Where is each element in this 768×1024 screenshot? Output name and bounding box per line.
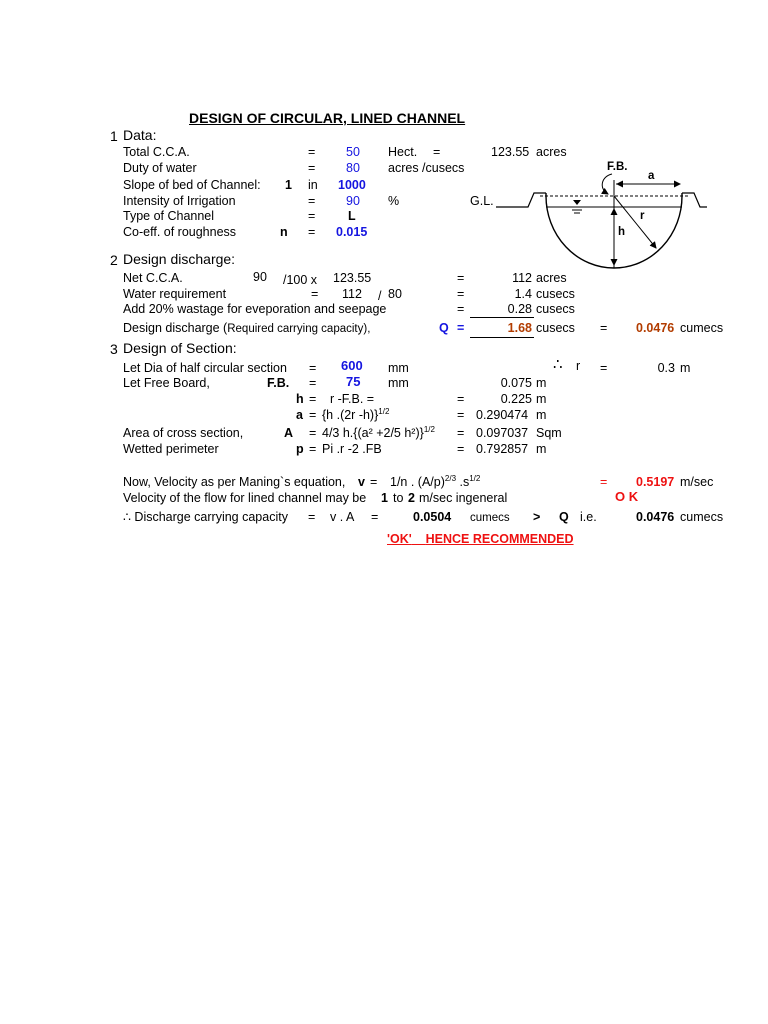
free-board-meters: 0.075 (500, 376, 532, 390)
section-3-heading: Design of Section: (123, 340, 237, 356)
radius-unit: m (680, 361, 691, 375)
h-symbol: h (296, 392, 304, 406)
channel-type-value: L (348, 209, 356, 223)
capacity-label: ∴ Discharge carrying capacity (123, 510, 288, 524)
radius-symbol: r (576, 359, 581, 373)
roughness-label: Co-eff. of roughness (123, 225, 237, 239)
cca-label: Total C.C.A. (123, 145, 190, 159)
velocity-label: Now, Velocity as per Maning`s equation, (123, 475, 346, 489)
design-discharge-equals-2: = (600, 321, 608, 335)
capacity-equals-2: = (371, 510, 379, 524)
page-title: DESIGN OF CIRCULAR, LINED CHANNEL (189, 110, 466, 126)
slope-label: Slope of bed of Channel: (123, 178, 261, 192)
capacity-greater-than: > (533, 510, 541, 524)
cca-value: 50 (346, 145, 360, 159)
diameter-equals: = (309, 361, 317, 375)
velocity-range-high: 2 (408, 491, 415, 505)
water-req-duty: 80 (388, 287, 402, 301)
design-discharge-cumecs: 0.0476 (636, 321, 675, 335)
wastage-equals: = (457, 302, 465, 316)
duty-equals: = (308, 161, 316, 175)
design-discharge-symbol: Q (439, 321, 449, 335)
area-value: 0.097037 (476, 426, 529, 440)
design-discharge-cumecs-unit: cumecs (680, 321, 724, 335)
velocity-range-tail: m/sec ingeneral (419, 491, 508, 505)
radius-value: 0.3 (657, 361, 675, 375)
diagram-a-label: a (648, 170, 655, 182)
slope-value: 1000 (338, 178, 366, 192)
capacity-unit: cumecs (470, 512, 510, 524)
a-formula: {h .(2r -h)}$^{1/2}$ (322, 406, 390, 422)
section-3-number: 3 (110, 341, 118, 357)
roughness-symbol: n (280, 225, 288, 239)
section-2-number: 2 (110, 252, 118, 268)
diameter-value: 600 (341, 358, 363, 373)
diagram-r-label: r (640, 210, 645, 222)
diameter-unit: mm (388, 361, 409, 375)
velocity-formula: 1/n . $(A/p)^{2/3}$ $.s^{1/2}$ (390, 473, 481, 489)
velocity-range-to: to (393, 491, 404, 505)
a-equals: = (309, 408, 317, 422)
irrigation-label: Intensity of Irrigation (123, 194, 236, 208)
free-board-meters-unit: m (536, 376, 547, 390)
roughness-value: 0.015 (336, 225, 368, 239)
area-label: Area of cross section, (123, 426, 244, 440)
diagram-fb-label: F.B. (607, 161, 628, 173)
area-formula: 4/3 h.{(a² +2/5 h²)}$^{1/2}$ (322, 424, 435, 440)
design-discharge-label: Design discharge (Required carrying capacity), (123, 321, 371, 335)
cca-acres-value: 123.55 (491, 145, 530, 159)
cca-acres-unit: acres (536, 145, 567, 159)
net-cca-acres: 123.55 (333, 271, 372, 285)
net-cca-label: Net C.C.A. (123, 271, 183, 285)
net-cca-percent: 90 (253, 270, 267, 284)
free-board-equals: = (309, 376, 317, 390)
h-formula: r -F.B. = (330, 392, 375, 406)
wastage-label: Add 20% wastage for eveporation and seepage (123, 302, 387, 316)
diagram-gl-label: G.L. (470, 194, 494, 208)
wetted-perimeter-equals-2: = (457, 442, 465, 456)
duty-unit: acres /cusecs (388, 161, 465, 175)
free-board-value: 75 (346, 374, 361, 389)
wastage-unit: cusecs (536, 302, 575, 316)
free-board-symbol: F.B. (267, 376, 290, 390)
channel-cross-section-diagram (460, 155, 715, 275)
a-value: 0.290474 (476, 408, 529, 422)
section-2-heading: Design discharge: (123, 251, 236, 267)
slope-in: in (308, 178, 318, 192)
wetted-perimeter-formula: Pi .r -2 .FB (322, 442, 382, 456)
a-symbol: a (296, 408, 303, 422)
cca-equals-2: = (433, 145, 441, 159)
duty-value: 80 (346, 161, 360, 175)
slope-one: 1 (285, 178, 292, 192)
velocity-range-label: Velocity of the flow for lined channel may be (123, 491, 367, 505)
irrigation-equals: = (308, 194, 316, 208)
area-equals-2: = (457, 426, 465, 440)
capacity-formula: v . A (330, 510, 355, 524)
duty-label: Duty of water (123, 161, 197, 175)
section-1-heading: Data: (123, 127, 157, 143)
water-req-result: 1.4 (514, 287, 532, 301)
velocity-symbol: v (358, 475, 365, 489)
free-board-unit: mm (388, 376, 409, 390)
h-equals-2: = (457, 392, 465, 406)
sum-line (470, 317, 534, 318)
h-unit: m (536, 392, 547, 406)
velocity-equals-2: = (600, 475, 608, 489)
cca-equals: = (308, 145, 316, 159)
roughness-equals: = (308, 225, 316, 239)
design-discharge-equals: = (457, 321, 465, 335)
net-cca-equals: = (457, 271, 465, 285)
area-symbol: A (284, 426, 294, 440)
net-cca-divider: /100 x (283, 273, 318, 287)
capacity-value: 0.0504 (413, 510, 452, 524)
velocity-value: 0.5197 (636, 475, 675, 489)
capacity-equals: = (308, 510, 316, 524)
wetted-perimeter-unit: m (536, 442, 547, 456)
net-cca-unit: acres (536, 271, 567, 285)
conclusion-text: 'OK' HENCE RECOMMENDED (387, 532, 574, 546)
capacity-q-symbol: Q (559, 510, 569, 524)
water-req-label: Water requirement (123, 287, 227, 301)
radius-equals: = (600, 361, 608, 375)
capacity-q-unit: cumecs (680, 510, 724, 524)
velocity-range-low: 1 (381, 491, 388, 505)
wastage-result: 0.28 (507, 302, 532, 316)
water-req-equals-2: = (457, 287, 465, 301)
net-cca-result: 112 (512, 271, 532, 285)
water-req-cca: 112 (342, 287, 362, 301)
a-equals-2: = (457, 408, 465, 422)
design-discharge-unit: cusecs (536, 321, 575, 335)
irrigation-value: 90 (346, 194, 360, 208)
diagram-h-label: h (618, 226, 626, 238)
irrigation-unit: % (388, 194, 400, 208)
total-line (470, 337, 534, 338)
section-1-number: 1 (110, 128, 118, 144)
therefore-symbol: ∴ (553, 356, 563, 373)
cca-unit: Hect. (388, 145, 418, 159)
area-unit: Sqm (536, 426, 562, 440)
h-equals: = (309, 392, 317, 406)
free-board-label: Let Free Board, (123, 376, 210, 390)
design-discharge-result: 1.68 (507, 321, 532, 335)
capacity-q-value: 0.0476 (636, 510, 675, 524)
velocity-ok-badge: O K (615, 489, 639, 504)
water-req-equals: = (311, 287, 319, 301)
water-req-unit: cusecs (536, 287, 575, 301)
wetted-perimeter-equals: = (309, 442, 317, 456)
diameter-label: Let Dia of half circular section (123, 361, 287, 375)
area-equals: = (309, 426, 317, 440)
capacity-ie: i.e. (580, 510, 597, 524)
velocity-equals: = (370, 475, 378, 489)
velocity-unit: m/sec (680, 475, 714, 489)
wetted-perimeter-label: Wetted perimeter (123, 442, 219, 456)
wetted-perimeter-symbol: p (296, 442, 304, 456)
channel-type-label: Type of Channel (123, 209, 215, 223)
channel-type-equals: = (308, 209, 316, 223)
wetted-perimeter-value: 0.792857 (476, 442, 529, 456)
h-value: 0.225 (500, 392, 532, 406)
a-unit: m (536, 408, 547, 422)
water-req-slash: / (378, 289, 382, 303)
